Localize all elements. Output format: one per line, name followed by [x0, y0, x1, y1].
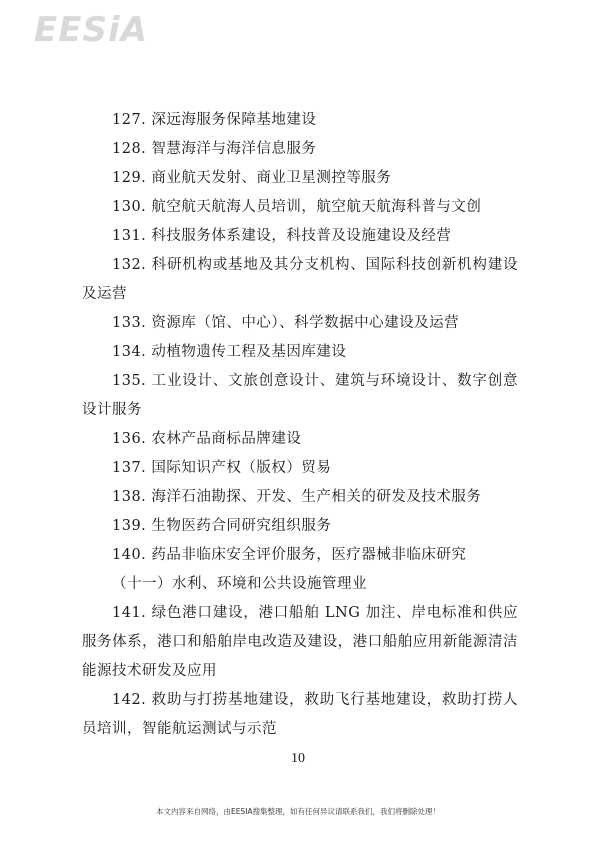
- list-item-138: 138. 海洋石油勘探、开发、生产相关的研发及技术服务: [112, 489, 482, 505]
- list-item-135: 135. 工业设计、文旅创意设计、建筑与环境设计、数字创意设计服务: [82, 373, 518, 418]
- list-item-140: 140. 药品非临床安全评价服务，医疗器械非临床研究: [112, 547, 467, 563]
- list-item-139: 139. 生物医药合同研究组织服务: [112, 518, 332, 534]
- list-item-129: 129. 商业航天发射、商业卫星测控等服务: [112, 170, 392, 186]
- document-body: [82, 106, 518, 744]
- list-item-128: 128. 智慧海洋与海洋信息服务: [112, 141, 317, 157]
- section-heading-11: （十一）水利、环境和公共设施管理业: [112, 576, 367, 592]
- list-item-130: 130. 航空航天航海人员培训，航空航天航海科普与文创: [112, 199, 482, 215]
- list-item-134: 134. 动植物遗传工程及基因库建设: [112, 344, 347, 360]
- list-item-127: 127. 深远海服务保障基地建设: [112, 112, 317, 128]
- list-item-136: 136. 农林产品商标品牌建设: [112, 431, 302, 447]
- list-item-141: 141. 绿色港口建设，港口船舶 LNG 加注、岸电标准和供应服务体系，港口和船舶岸电改造及建设，港口船舶应用新能源清洁能源技术研发及应用: [82, 605, 518, 679]
- list-item-131: 131. 科技服务体系建设，科技普及设施建设及经营: [112, 228, 452, 244]
- footer-disclaimer: 本文内容来自网络，由EESIA搜集整理，如有任何异议请联系我们，我们将删除处理！: [155, 807, 441, 816]
- list-item-137: 137. 国际知识产权（版权）贸易: [112, 460, 332, 476]
- page-number: 10: [291, 751, 305, 766]
- eesia-logo: EESiA: [34, 10, 148, 50]
- list-item-142: 142. 救助与打捞基地建设，救助飞行基地建设，救助打捞人员培训，智能航运测试与示范: [82, 692, 518, 737]
- list-item-133: 133. 资源库（馆、中心）、科学数据中心建设及运营: [112, 315, 460, 331]
- list-item-132: 132. 科研机构或基地及其分支机构、国际科技创新机构建设及运营: [82, 257, 518, 302]
